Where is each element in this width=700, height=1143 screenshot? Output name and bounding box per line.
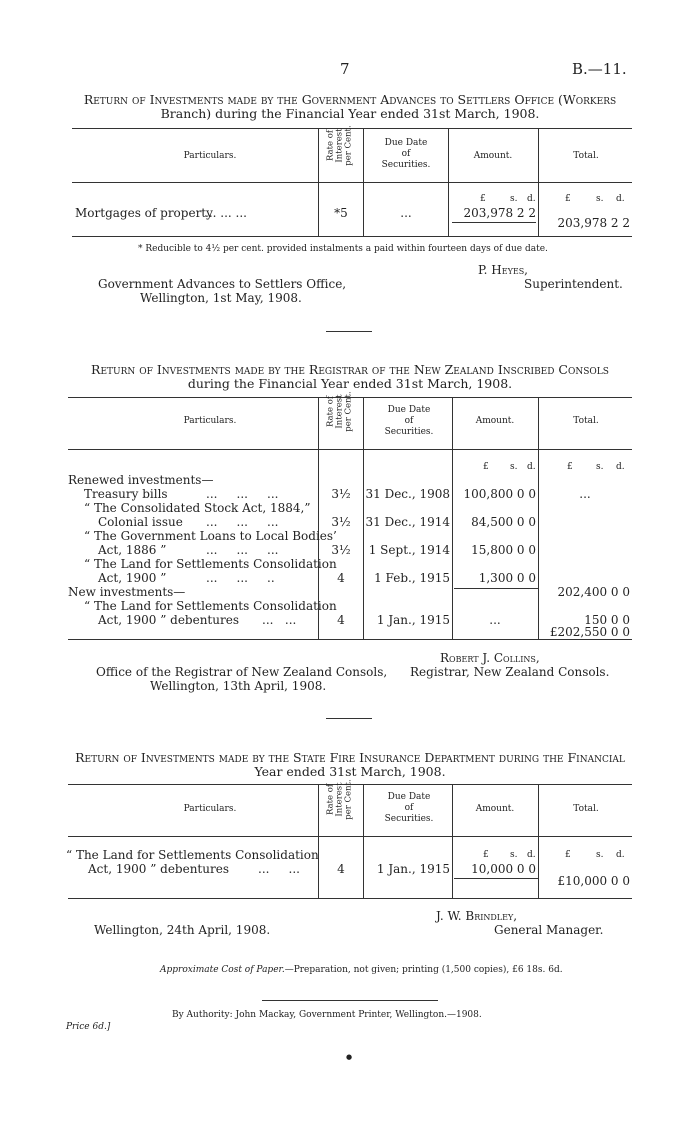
section3-title-line2: Year ended 31st March, 1908. <box>254 764 446 779</box>
row-leaders: ... ... ... <box>206 543 279 557</box>
col-amount-header: Amount. <box>475 804 515 814</box>
authority-line: By Authority: John Mackay, Government Printer, Wellington.—1908. <box>172 1010 482 1020</box>
row-leaders: ... ... <box>258 862 300 876</box>
table1-divider <box>448 128 449 236</box>
section2-signer-title: Registrar, New Zealand Consols. <box>410 665 610 679</box>
table1-row-leaders: ... ... ... <box>205 206 247 220</box>
section1-title-line1: Return of Investments made by the Government Advances to Settlers Office (Workers <box>83 92 617 107</box>
section-separator <box>326 331 372 332</box>
row-leaders: ... ... ... <box>206 515 279 529</box>
table-row: “ The Land for Settlements Consolidation <box>84 599 337 613</box>
section3-signer: J. W. Brindley, <box>436 909 518 923</box>
total-d-head: d. <box>616 194 625 204</box>
section2-place-date: Wellington, 13th April, 1908. <box>150 679 327 693</box>
total-s-head: s. <box>596 462 604 472</box>
table1-row-due: ... <box>400 206 412 220</box>
table-row: “ The Consolidated Stock Act, 1884,” <box>84 501 311 515</box>
row-amount: 100,800 0 0 <box>463 487 536 501</box>
section1-place-date: Wellington, 1st May, 1908. <box>140 291 302 305</box>
table1-row-total: 203,978 2 2 <box>557 216 630 230</box>
col-total-header: Total. <box>573 151 599 161</box>
col-amount-header: Amount. <box>475 416 515 426</box>
table2-divider <box>538 397 539 639</box>
row-amount: ... <box>489 613 501 627</box>
table3-divider <box>318 784 319 898</box>
row-amount: 1,300 0 0 <box>478 571 536 585</box>
amount-underline <box>454 588 538 589</box>
col-due-header: Due Date of Securities. <box>381 138 431 170</box>
row-due: 1 Jan., 1915 <box>376 862 450 876</box>
table1-row-particulars: Mortgages of property <box>75 206 213 220</box>
table1-header-rule <box>72 182 632 183</box>
table-row-cont: Act, 1900 ” debentures <box>88 862 229 876</box>
row-amount: 84,500 0 0 <box>471 515 536 529</box>
row-due: 31 Dec., 1914 <box>365 515 450 529</box>
table-row-cont: Act, 1900 ” debentures <box>98 613 239 627</box>
col-rate-header: Rate of Interest per Cent. <box>325 391 354 432</box>
row-leaders: ... ... ... <box>206 487 279 501</box>
table-row-cont: Colonial issue <box>98 515 183 529</box>
amount-d-head: d. <box>527 194 536 204</box>
section2-office: Office of the Registrar of New Zealand Consols, <box>96 665 388 679</box>
col-amount-header: Amount. <box>473 151 513 161</box>
total-s-head: s. <box>596 194 604 204</box>
section1-title-line2: Branch) during the Financial Year ended 31st March, 1908. <box>160 106 540 121</box>
table3-header-rule <box>68 836 632 837</box>
amount-pound-head: £ <box>483 850 489 860</box>
row-total: ... <box>579 487 591 501</box>
table-row-cont: Act, 1900 ” <box>98 571 167 585</box>
amount-s-head: s. <box>510 462 518 472</box>
row-rate: 3½ <box>331 487 351 501</box>
section1-signer-title: Superintendent. <box>524 277 623 291</box>
grand-total: £202,550 0 0 <box>549 625 630 639</box>
col-due-header: Due Date of Securities. <box>384 405 434 437</box>
page-number: 7 <box>340 60 350 78</box>
document-reference: B.—11. <box>572 60 627 78</box>
amount-s-head: s. <box>510 850 518 860</box>
amount-s-head: s. <box>510 194 518 204</box>
total-pound-head: £ <box>565 850 571 860</box>
table-row: “ The Land for Settlements Consolidation <box>66 848 319 862</box>
section2-signer: Robert J. Collins, <box>440 651 540 665</box>
section3-title-line1: Return of Investments made by the State Fire Insurance Department during the Financial <box>75 750 625 765</box>
row-rate: 4 <box>337 571 345 585</box>
total-pound-head: £ <box>567 462 573 472</box>
table1-divider <box>363 128 364 236</box>
footer-rule <box>262 1000 438 1001</box>
table3-divider <box>452 784 453 898</box>
amount-d-head: d. <box>527 462 536 472</box>
total-pound-head: £ <box>565 194 571 204</box>
row-rate: 3½ <box>331 515 351 529</box>
row-total: 150 0 0 <box>584 613 630 627</box>
amount-pound-head: £ <box>480 194 486 204</box>
table1-divider <box>318 128 319 236</box>
row-due: 31 Dec., 1908 <box>365 487 450 501</box>
section3-signer-title: General Manager. <box>494 923 604 937</box>
row-due: 1 Jan., 1915 <box>376 613 450 627</box>
table-row: Treasury bills <box>84 487 168 501</box>
row-leaders: ... ... .. <box>206 571 275 585</box>
table1-divider <box>538 128 539 236</box>
table2-header-rule <box>68 449 632 450</box>
section1-signer: P. Heyes, <box>478 263 528 277</box>
row-total: £10,000 0 0 <box>557 874 630 888</box>
row-amount: 15,800 0 0 <box>471 543 536 557</box>
cost-of-paper: Approximate Cost of Paper.—Preparation, not given; printing (1,500 copies), £6 18s. 6d. <box>160 965 563 975</box>
row-rate: 4 <box>337 613 345 627</box>
table3-bottom-rule <box>68 898 632 899</box>
section2-title-line2: during the Financial Year ended 31st March, 1908. <box>187 376 513 391</box>
col-rate-header: Rate of Interest per Cent. <box>325 779 354 820</box>
total-d-head: d. <box>616 850 625 860</box>
table3-divider <box>538 784 539 898</box>
table-row: “ The Government Loans to Local Bodies’ <box>84 529 337 543</box>
table-row: “ The Land for Settlements Consolidation <box>84 557 337 571</box>
renewed-heading: Renewed investments— <box>68 473 214 487</box>
amount-pound-head: £ <box>483 462 489 472</box>
col-due-header: Due Date of Securities. <box>384 792 434 824</box>
section-separator <box>326 718 372 719</box>
col-total-header: Total. <box>573 416 599 426</box>
col-particulars-header: Particulars. <box>183 416 237 426</box>
table2-divider <box>452 397 453 639</box>
section2-title-line1: Return of Investments made by the Registrar of the New Zealand Inscribed Consols <box>91 362 609 377</box>
table2-bottom-rule <box>68 639 632 640</box>
bullet-mark: ● <box>346 1053 353 1061</box>
row-rate: 4 <box>337 862 345 876</box>
table2-divider <box>363 397 364 639</box>
table1-row-rate: *5 <box>334 206 348 220</box>
table-row-cont: Act, 1886 ” <box>98 543 167 557</box>
col-particulars-header: Particulars. <box>183 804 237 814</box>
new-heading: New investments— <box>68 585 186 599</box>
section1-footnote: * Reducible to 4½ per cent. provided instalments a paid within fourteen days of due date. <box>138 244 548 254</box>
row-leaders: ... ... <box>262 613 297 627</box>
row-due: 1 Feb., 1915 <box>374 571 450 585</box>
total-s-head: s. <box>596 850 604 860</box>
section3-place-date: Wellington, 24th April, 1908. <box>94 923 271 937</box>
renewed-total: 202,400 0 0 <box>557 585 630 599</box>
row-rate: 3½ <box>331 543 351 557</box>
section1-office: Government Advances to Settlers Office, <box>98 277 347 291</box>
price: Price 6d.] <box>66 1022 111 1032</box>
col-rate-header: Rate of Interest per Cent. <box>325 125 354 166</box>
amount-d-head: d. <box>527 850 536 860</box>
row-due: 1 Sept., 1914 <box>368 543 450 557</box>
col-particulars-header: Particulars. <box>183 151 237 161</box>
table3-divider <box>363 784 364 898</box>
table1-bottom-rule <box>72 236 632 237</box>
row-amount: 10,000 0 0 <box>471 862 536 876</box>
col-total-header: Total. <box>573 804 599 814</box>
table1-row-amount: 203,978 2 2 <box>463 206 536 220</box>
total-d-head: d. <box>616 462 625 472</box>
table1-amount-underline <box>452 222 536 223</box>
amount-underline <box>454 878 538 879</box>
